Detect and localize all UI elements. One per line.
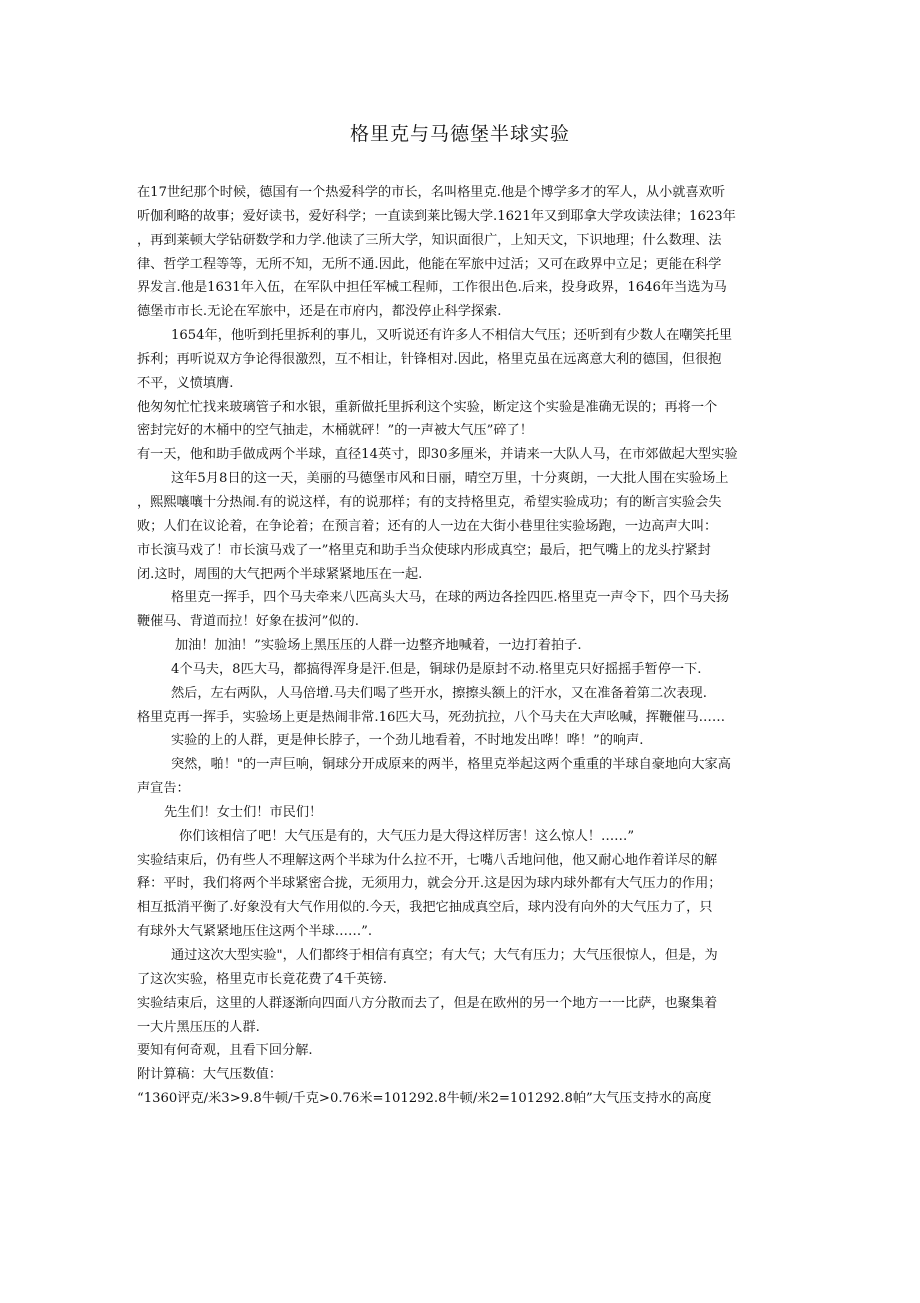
text-line: ，熙熙嚷嚷十分热闹.有的说这样，有的说那样；有的支持格里克，希望实验成功；有的断言实验会失: [137, 494, 722, 510]
text-line: 突然，啪！"的一声巨响，铜球分开成原来的两半，格里克举起这两个重重的半球自豪地向大家高: [171, 757, 731, 773]
text-line: 有一天，他和助手做成两个半球，直径14英寸，即30多厘米，并请来一大队人马，在市郊做起大型实验: [137, 447, 738, 463]
text-line: 要知有何奇观，且看下回分解.: [137, 1043, 313, 1059]
text-line: 律、哲学工程等等，无所不知，无所不通.因此，他能在军旅中过活；又可在政界中立足；更能在科学: [137, 256, 722, 272]
text-line: 败；人们在议论着，在争论着；在预言着；还有的人一边在大街小巷里往实验场跑，一边高声大叫：: [137, 518, 718, 534]
text-line: 了这次实验，格里克市长竟花费了4千英镑.: [137, 971, 387, 987]
document-title: 格里克与马德堡半球实验: [349, 123, 570, 145]
text-line: 释：平时，我们将两个半球紧密合拢，无须用力，就会分开.这是因为球内球外都有大气压力的作用；: [137, 876, 722, 892]
text-line: 这年5月8日的这一天，美丽的马德堡市风和日丽，晴空万里，十分爽朗，一大批人围在实验场上: [171, 471, 729, 487]
text-line: 闭.这时，周围的大气把两个半球紧紧地压在一起.: [137, 566, 423, 582]
text-line: 密封完好的木桶中的空气抽走，木桶就砰！”的一声被大气压”碎了！: [137, 423, 533, 439]
text-line: 实验结束后，仍有些人不理解这两个半球为什么拉不开，七嘴八舌地问他，他又耐心地作着详尽的解: [137, 852, 718, 868]
text-line: 实验的上的人群，更是伸长脖子，一个劲儿地看着，不时地发出哗！哗！”的响声.: [171, 733, 644, 749]
text-line: 然后，左右两队，人马倍增.马夫们喝了些开水，擦擦头额上的汗水，又在准备着第二次表现.: [171, 685, 707, 701]
text-line: 附计算稿：大气压数值：: [137, 1067, 283, 1083]
formula-line: “1360评克/米3>9.8牛顿/千克>0.76米=101292.8牛顿/米2=101292.8帕”大气压支持水的高度: [137, 1091, 712, 1107]
text-line: 先生们！女士们！市民们！: [164, 804, 323, 820]
text-line: 通过这次大型实验"，人们都终于相信有真空；有大气；大气有压力；大气压很惊人，但是，为: [171, 948, 718, 963]
text-line: 他匆匆忙忙找来玻璃管子和水银，重新做托里拆利这个实验，断定这个实验是准确无误的；再将一个: [137, 399, 718, 415]
text-line: 4个马夫，8匹大马，都搞得浑身是汗.但是，铜球仍是原封不动.格里克只好摇摇手暂停一下.: [171, 661, 702, 677]
text-line: 德堡市市长.无论在军旅中，还是在市府内，都没停止科学探索.: [137, 304, 502, 320]
text-line: 听伽利略的故事；爱好读书，爱好科学；一直读到莱比锡大学.1621年又到耶拿大学攻读法律；1623年: [137, 208, 736, 224]
text-line: 加油！加油！”实验场上黑压压的人群一边整齐地喊着，一边打着拍子.: [175, 638, 582, 654]
text-line: 声宣告：: [137, 781, 190, 797]
text-line: 不平，义愤填膺.: [137, 375, 234, 391]
text-line: 拆利；再听说双方争论得很激烈，互不相让，针锋相对.因此，格里克虽在远离意大利的德国，但很抱: [137, 351, 722, 367]
text-line: ，再到莱顿大学钻研数学和力学.他读了三所大学，知识面很广，上知天文，下识地理；什么数理、法: [137, 232, 722, 248]
document-body: [137, 181, 787, 1111]
text-line: 鞭催马、背道而拉！好象在拔河”似的.: [137, 614, 359, 630]
text-line: 一大片黑压压的人群.: [137, 1019, 260, 1035]
text-line: 相互抵消平衡了.好象没有大气作用似的.今天，我把它抽成真空后，球内没有向外的大气压力了，只: [137, 900, 713, 916]
text-line: 市长演马戏了！市长演马戏了一”格里克和助手当众使球内形成真空；最后，把气嘴上的龙头拧紧封: [137, 542, 711, 558]
text-line: 你们该相信了吧！大气压是有的，大气压力是大得这样厉害！这么惊人！……”: [179, 828, 635, 844]
text-line: 界发言.他是1631年入伍，在军队中担任军械工程师，工作很出色.后来，投身政界，1646年当选为马: [137, 280, 727, 296]
text-line: 格里克再一挥手，实验场上更是热闹非常.16匹大马，死劲抗拉，八个马夫在大声吆喊，挥鞭催马……: [137, 709, 726, 725]
text-line: 实验结束后，这里的人群逐渐向四面八方分散而去了，但是在欧州的另一个地方一一比萨，也聚集着: [137, 995, 718, 1011]
text-line: 格里克一挥手，四个马夫牵来八匹高头大马，在球的两边各拴四匹.格里克一声令下，四个马夫扬: [171, 590, 730, 606]
text-line: 有球外大气紧紧地压住这两个半球……”.: [137, 924, 373, 940]
text-line: 在17世纪那个时候，德国有一个热爱科学的市长，名叫格里克.他是个博学多才的军人，从小就喜欢听: [137, 185, 726, 200]
text-line: 1654年，他听到托里拆利的事儿，又听说还有许多人不相信大气压；还听到有少数人在嘲笑托里: [171, 328, 733, 344]
